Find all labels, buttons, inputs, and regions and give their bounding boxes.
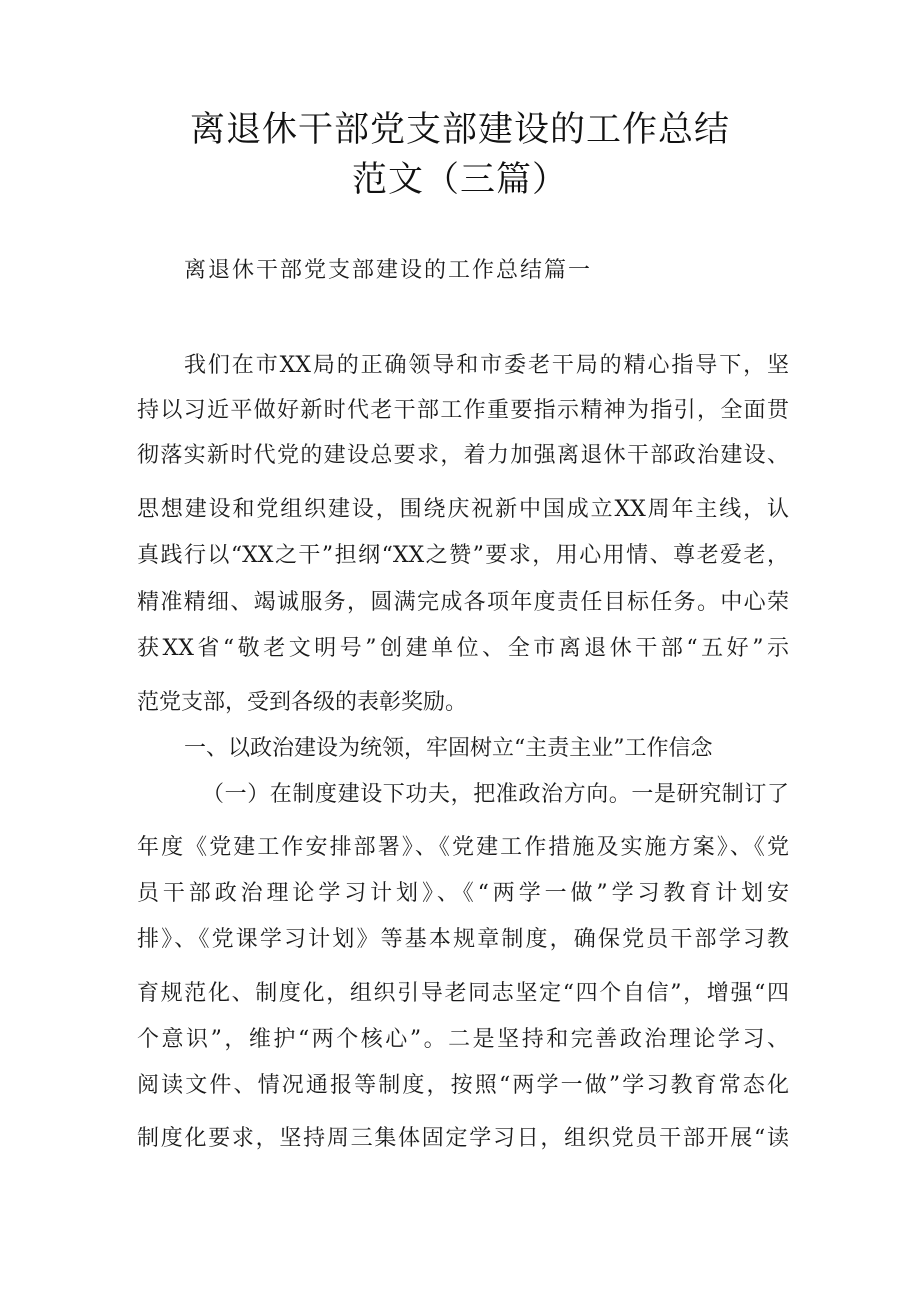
heading-1: 一、以政治建设为统领，牢固树立“主责主业”工作信念 — [184, 736, 713, 761]
paragraph-1-line: 持以习近平做好新时代老干部工作重要指示精神为指引，全面贯 — [137, 398, 789, 423]
paragraph-1-line: 彻落实新时代党的建设总要求，着力加强离退休干部政治建设、 — [137, 443, 789, 468]
paragraph-1-line: 我们在市XX局的正确领导和市委老干局的精心指导下，坚 — [184, 353, 789, 378]
paragraph-2-line: 阅读文件、情况通报等制度，按照“两学一做”学习教育常态化 — [137, 1073, 789, 1098]
paragraph-2-line: 员干部政治理论学习计划》、《“两学一做”学习教育计划安 — [137, 881, 789, 906]
paragraph-2-line: （一）在制度建设下功夫，把准政治方向。一是研究制订了 — [202, 782, 789, 807]
paragraph-1-line: 精准精细、竭诚服务，圆满完成各项年度责任目标任务。中心荣 — [137, 590, 789, 615]
paragraph-1-line: 思想建设和党组织建设，围绕庆祝新中国成立XX周年主线，认 — [137, 497, 789, 522]
paragraph-1-line: 获XX省“敬老文明号”创建单位、全市离退休干部“五好”示 — [137, 636, 789, 661]
document-title-line-1: 离退休干部党支部建设的工作总结 — [189, 110, 730, 150]
paragraph-2-line: 年度《党建工作安排部署》、《党建工作措施及实施方案》、《党 — [137, 835, 789, 860]
paragraph-1-line: 范党支部，受到各级的表彰奖励。 — [137, 690, 468, 715]
paragraph-2-line: 个意识”，维护“两个核心”。二是坚持和完善政治理论学习、 — [137, 1027, 789, 1052]
paragraph-2-line: 育规范化、制度化，组织引导老同志坚定“四个自信”，增强“四 — [137, 981, 789, 1006]
section-heading: 离退休干部党支部建设的工作总结篇一 — [184, 258, 593, 283]
paragraph-2-line: 排》、《党课学习计划》等基本规章制度，确保党员干部学习教 — [137, 927, 789, 952]
document-title-line-2: 范文（三篇） — [351, 160, 568, 200]
paragraph-2-line: 制度化要求，坚持周三集体固定学习日，组织党员干部开展“读 — [137, 1126, 789, 1151]
paragraph-1-line: 真践行以“XX之干”担纲“XX之赞”要求，用心用情、尊老爱老， — [137, 543, 789, 568]
